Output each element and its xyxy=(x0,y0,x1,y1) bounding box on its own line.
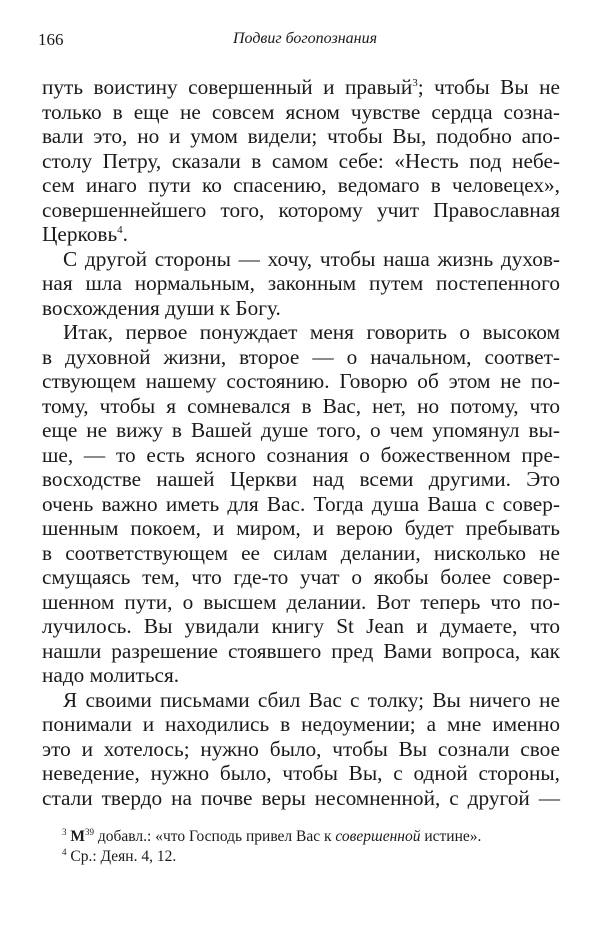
text-run: добавл.: «что Господь привел Вас к xyxy=(94,828,336,845)
text-line xyxy=(42,467,560,492)
footnote xyxy=(62,847,481,867)
footnote xyxy=(62,827,481,847)
text-line xyxy=(42,222,560,247)
text-run: Церковь xyxy=(42,222,118,246)
text-line xyxy=(42,516,560,541)
text-line xyxy=(42,590,560,615)
text-line xyxy=(42,492,560,517)
text-run: Я своими письмами сбил Вас с толку; Вы ничего не xyxy=(63,687,560,712)
text-line xyxy=(42,198,560,223)
text-line xyxy=(42,247,560,272)
text-run: путь воистину совершенный и правый xyxy=(42,75,413,99)
text-line xyxy=(42,173,560,198)
text-line xyxy=(42,75,560,100)
text-run: шенным покоем, и миром, и верою будет пребывать xyxy=(42,516,560,540)
text-run: очень важно иметь для Вас. Тогда душа Ваша с совер- xyxy=(42,491,560,516)
text-run: в соответствующем ее силам делании, нисколько не xyxy=(42,540,560,565)
text-run: нашли разрешение стоявшего пред Вами вопроса, как xyxy=(42,638,560,663)
text-run: стали твердо на почве веры несомненной, с другой — xyxy=(42,785,560,810)
footnotes xyxy=(62,827,481,867)
text-run: ствующем нашему состоянию. Говорю об этом не по- xyxy=(42,369,560,393)
text-run: совершеннейшего того, которому учит Православная xyxy=(42,197,560,222)
text-run: вали это, но и умом видели; чтобы Вы, подобно апо- xyxy=(42,124,560,148)
text-line xyxy=(42,639,560,664)
text-run: надо молиться. xyxy=(42,663,180,687)
footnote-marker[interactable]: 39 xyxy=(85,826,95,837)
text-run: ; чтобы Вы не xyxy=(417,75,560,99)
page-number: 166 xyxy=(38,30,64,49)
text-run: С другой стороны — хочу, чтобы наша жизнь духов- xyxy=(63,246,560,271)
text-run: тому, чтобы я сомневался в Вас, нет, но потому, что xyxy=(42,393,560,418)
text-run: истине». xyxy=(420,828,482,845)
text-run: восхождения души к Богу. xyxy=(42,295,281,320)
text-run: понимали и находились в недоумении; а мне именно xyxy=(42,712,560,736)
text-line xyxy=(42,761,560,786)
text-line xyxy=(42,418,560,443)
text-line xyxy=(42,271,560,296)
text-run: Ср.: Деян. 4, 12. xyxy=(66,848,177,865)
text-run: еще не вижу в Вашей душе того, о чем упомянул вы- xyxy=(42,418,560,442)
text-run: только в еще не совсем ясном чувстве сердца созна- xyxy=(42,99,560,124)
text-run: шенном пути, о высшем делании. Вот теперь что по- xyxy=(42,589,560,614)
text-line xyxy=(42,124,560,149)
footnote-marker[interactable]: 3 xyxy=(62,826,67,837)
text-line xyxy=(42,786,560,811)
text-line xyxy=(42,149,560,174)
text-run: столу Петру, сказали в самом себе: «Несть под небе- xyxy=(42,148,560,173)
footnote-marker[interactable]: 3 xyxy=(412,76,418,89)
text-line xyxy=(42,663,560,688)
text-line xyxy=(42,565,560,590)
text-line xyxy=(42,443,560,468)
text-run: это и хотелось; нужно было, чтобы Вы сознали свое xyxy=(42,736,560,761)
text-run: смущаясь тем, что где-то учат о якобы более совер- xyxy=(42,565,560,589)
text-run: . xyxy=(122,222,128,246)
body-text xyxy=(42,75,560,810)
text-line xyxy=(42,296,560,321)
text-run: сем инаго пути ко спасению, ведомаго в человецех», xyxy=(42,173,560,197)
footnote-marker[interactable]: 4 xyxy=(117,223,123,236)
text-run: Итак, первое понуждает меня говорить о высоком xyxy=(63,320,560,344)
text-line xyxy=(42,688,560,713)
text-run: восходстве нашей Церкви над всеми другими. Это xyxy=(42,467,560,491)
text-run: M xyxy=(70,828,86,845)
text-run: совершенной xyxy=(335,828,421,845)
text-line xyxy=(42,541,560,566)
text-run: ше, — то есть ясного сознания о божественном пре- xyxy=(42,442,560,467)
text-line xyxy=(42,737,560,762)
text-line xyxy=(42,394,560,419)
text-line xyxy=(42,712,560,737)
text-line xyxy=(42,320,560,345)
text-run: в духовной жизни, второе — о начальном, соответ- xyxy=(42,344,560,369)
text-run: лучилось. Вы увидали книгу St Jean и думаете, что xyxy=(42,614,560,638)
text-run: неведение, нужно было, чтобы Вы, с одной стороны, xyxy=(42,761,560,785)
text-line xyxy=(42,614,560,639)
text-run: ная шла нормальным, законным путем постепенного xyxy=(42,271,560,295)
running-title: Подвиг богопознания xyxy=(232,30,378,47)
footnote-marker[interactable]: 4 xyxy=(62,846,67,857)
text-line xyxy=(42,345,560,370)
text-line xyxy=(42,369,560,394)
text-line xyxy=(42,100,560,125)
